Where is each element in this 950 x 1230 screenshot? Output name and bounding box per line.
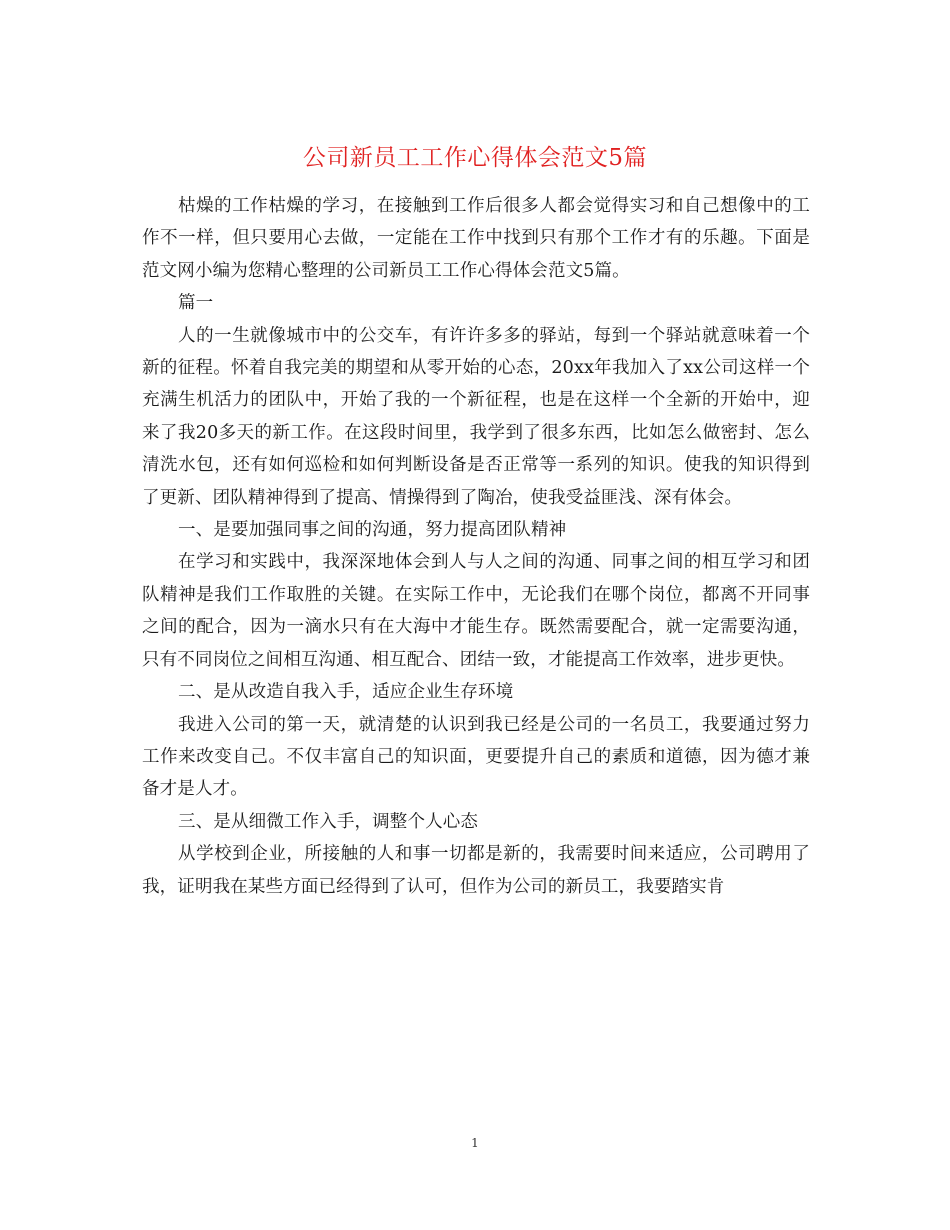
paragraph-self-improvement: 我进入公司的第一天，就清楚的认识到我已经是公司的一名员工，我要通过努力工作来改变自己。不仅丰富自己的知识面，更要提升自己的素质和道德，因为德才兼备才是人才。 (142, 714, 810, 800)
paragraph-intro: 枯燥的工作枯燥的学习，在接触到工作后很多人都会觉得实习和自己想像中的工作不一样，但只要用心去做，一定能在工作中找到只有那个工作才有的乐趣。下面是范文网小编为您精心整理的公司新员工工作心得体会范文5篇。 (142, 196, 810, 281)
document-body (142, 190, 810, 903)
subheading-communication: 一、是要加强同事之间的沟通，努力提高团队精神 (178, 520, 567, 541)
section-heading-part-one: 篇一 (178, 293, 214, 314)
subheading-self-improvement: 二、是从改造自我入手，适应企业生存环境 (178, 682, 514, 703)
paragraph-part-one-intro: 人的一生就像城市中的公交车，有许许多多的驿站，每到一个驿站就意味着一个新的征程。怀着自我完美的期望和从零开始的心态，20xx年我加入了xx公司这样一个充满生机活力的团队中，开始了我的一个新征程，也是在这样一个全新的开始中，迎来了我20多天的新工作。在这段时间里，我学到了很多东西，比如怎么做密封、怎么清洗水包，还有如何巡检和如何判断设备是否正常等一系列的知识。使我的知识得到了更新、团队精神得到了提高、情操得到了陶冶，使我受益匪浅、深有体会。 (142, 325, 810, 508)
paragraph-communication: 在学习和实践中，我深深地体会到人与人之间的沟通、同事之间的相互学习和团队精神是我们工作取胜的关键。在实际工作中，无论我们在哪个岗位，都离不开同事之间的配合，因为一滴水只有在大海中才能生存。既然需要配合，就一定需要沟通，只有不同岗位之间相互沟通、相互配合、团结一致，才能提高工作效率，进步更快。 (142, 552, 810, 670)
document-title: 公司新员工工作心得体会范文5篇 (302, 145, 648, 171)
subheading-attitude: 三、是从细微工作入手，调整个人心态 (178, 811, 479, 832)
paragraph-attitude: 从学校到企业，所接触的人和事一切都是新的，我需要时间来适应，公司聘用了我，证明我在某些方面已经得到了认可，但作为公司的新员工，我要踏实肯 (142, 844, 810, 897)
page-number: 1 (471, 1136, 479, 1150)
